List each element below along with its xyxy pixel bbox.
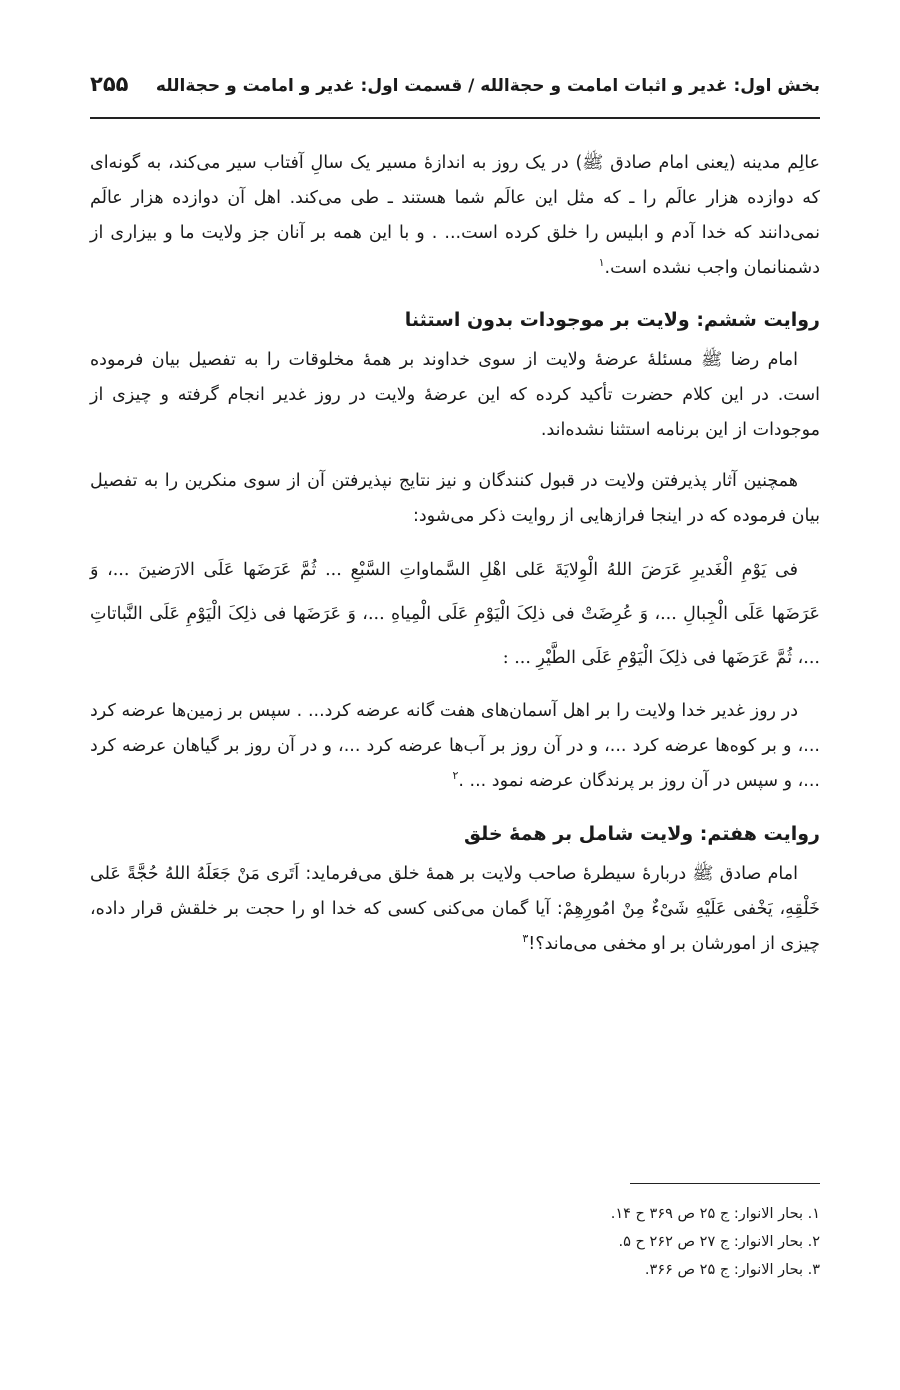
footnote-1: ۱. بحار الانوار: ج ۲۵ ص ۳۶۹ ح ۱۴. xyxy=(610,1206,820,1222)
footnote-3: ۳. بحار الانوار: ج ۲۵ ص ۳۶۶. xyxy=(644,1262,820,1278)
page-number: ۲۵۵ xyxy=(90,72,129,96)
paragraph-1 xyxy=(90,146,820,286)
heading-narration-7: روایت هفتم: ولایت شامل بر همهٔ خلق xyxy=(463,823,820,845)
heading-narration-6: روایت ششم: ولایت بر موجودات بدون استثنا xyxy=(404,309,820,331)
header-rule xyxy=(90,117,820,119)
footnotes xyxy=(90,1200,820,1284)
main-text xyxy=(90,146,820,962)
paragraph-6-text: امام صادق ﷺ دربارهٔ سیطرهٔ صاحب ولایت بر همهٔ خلق می‌فرماید: اَتَری مَنْ جَعَلَهُ اللهُ حُجَّةً عَلی خَلْقِهِ، یَخْفی عَلَیْهِ شَیْءٌ مِنْ امُورِهِمْ: آیا گمان می‌کنی کسی که خدا او را حجت بر خلقش قرار داده، چیزی از امورشان بر او مخفی می‌ماند؟! xyxy=(90,864,820,954)
paragraph-6 xyxy=(90,857,820,962)
paragraph-2: امام رضا ﷺ مسئلهٔ عرضهٔ ولایت از سوی خداوند بر همهٔ مخلوقات را به تفصیل بیان فرموده است. در این کلام حضرت تأکید کرده که این عرضهٔ ولایت در روز غدیر انجام گرفته و چیزی از موجودات از این برنامه استثنا نشده‌اند. xyxy=(90,350,820,440)
paragraph-translation-text: در روز غدیر خدا ولایت را بر اهل آسمان‌های هفت گانه عرضه کرد... . سپس بر زمین‌ها عرضه کرد ...، و بر کوه‌ها عرضه کرد ...، و در آن روز بر آب‌ها عرضه کرد ...، و در آن روز بر گیاهان عرضه کرد ...، و سپس در آن روز بر پرندگان عرضه نمود ... . xyxy=(90,701,820,791)
footnote-ref-2[interactable]: ۲ xyxy=(452,769,459,783)
paragraph-1-text: عالِم مدینه (یعنی امام صادق ﷺ) در یک روز به اندازهٔ مسیر یک سالِ آفتاب سیر می‌کند، به گونه‌ای که دوازده هزار عالَم را ـ که مثل این عالَم شما هستند ـ طی می‌کند. اهل آن دوازده هزار عالَم نمی‌دانند که خدا آدم و ابلیس را خلق کرده است... . و با این همه بر آنان جز ولایت ما و بیزاری از دشمنانمان واجب نشده است. xyxy=(90,153,820,278)
paragraph-3: همچنین آثار پذیرفتن ولایت در قبول کنندگان و نیز نتایج نپذیرفتن آن از سوی منکرین را به تفصیل بیان فرموده که در اینجا فرازهایی از روایت ذکر می‌شود: xyxy=(90,471,820,526)
running-header xyxy=(90,72,820,106)
paragraph-translation xyxy=(90,694,820,799)
arabic-quote: فی یَوْمِ الْغَدیرِ عَرَضَ اللهُ الْوِلایَةَ عَلی اهْلِ السَّماواتِ السَّبْعِ ... ثُمَّ عَرَضَها عَلَی الارَضینَ ...، وَ عَرَضَها عَلَی الْجِبالِ ...، وَ عُرِضَتْ فی ذلِکَ الْیَوْمِ عَلَی الْمِیاهِ ...، وَ عَرَضَها فی ذلِکَ الْیَوْمِ عَلَی النَّباتاتِ ...، ثُمَّ عَرَضَها فی ذلِکَ الْیَوْمِ عَلَی الطَّیْرِ ... : xyxy=(90,560,820,668)
footnote-2: ۲. بحار الانوار: ج ۲۷ ص ۲۶۲ ح ۵. xyxy=(618,1234,820,1250)
footnote-ref-1[interactable]: ۱ xyxy=(598,256,605,270)
footnote-ref-3[interactable]: ۳ xyxy=(522,932,529,946)
running-title: بخش اول: غدیر و اثبات امامت و حجةالله / قسمت اول: غدیر و امامت و حجةالله xyxy=(155,76,820,96)
book-page xyxy=(90,0,820,1390)
footnote-separator xyxy=(630,1183,820,1184)
